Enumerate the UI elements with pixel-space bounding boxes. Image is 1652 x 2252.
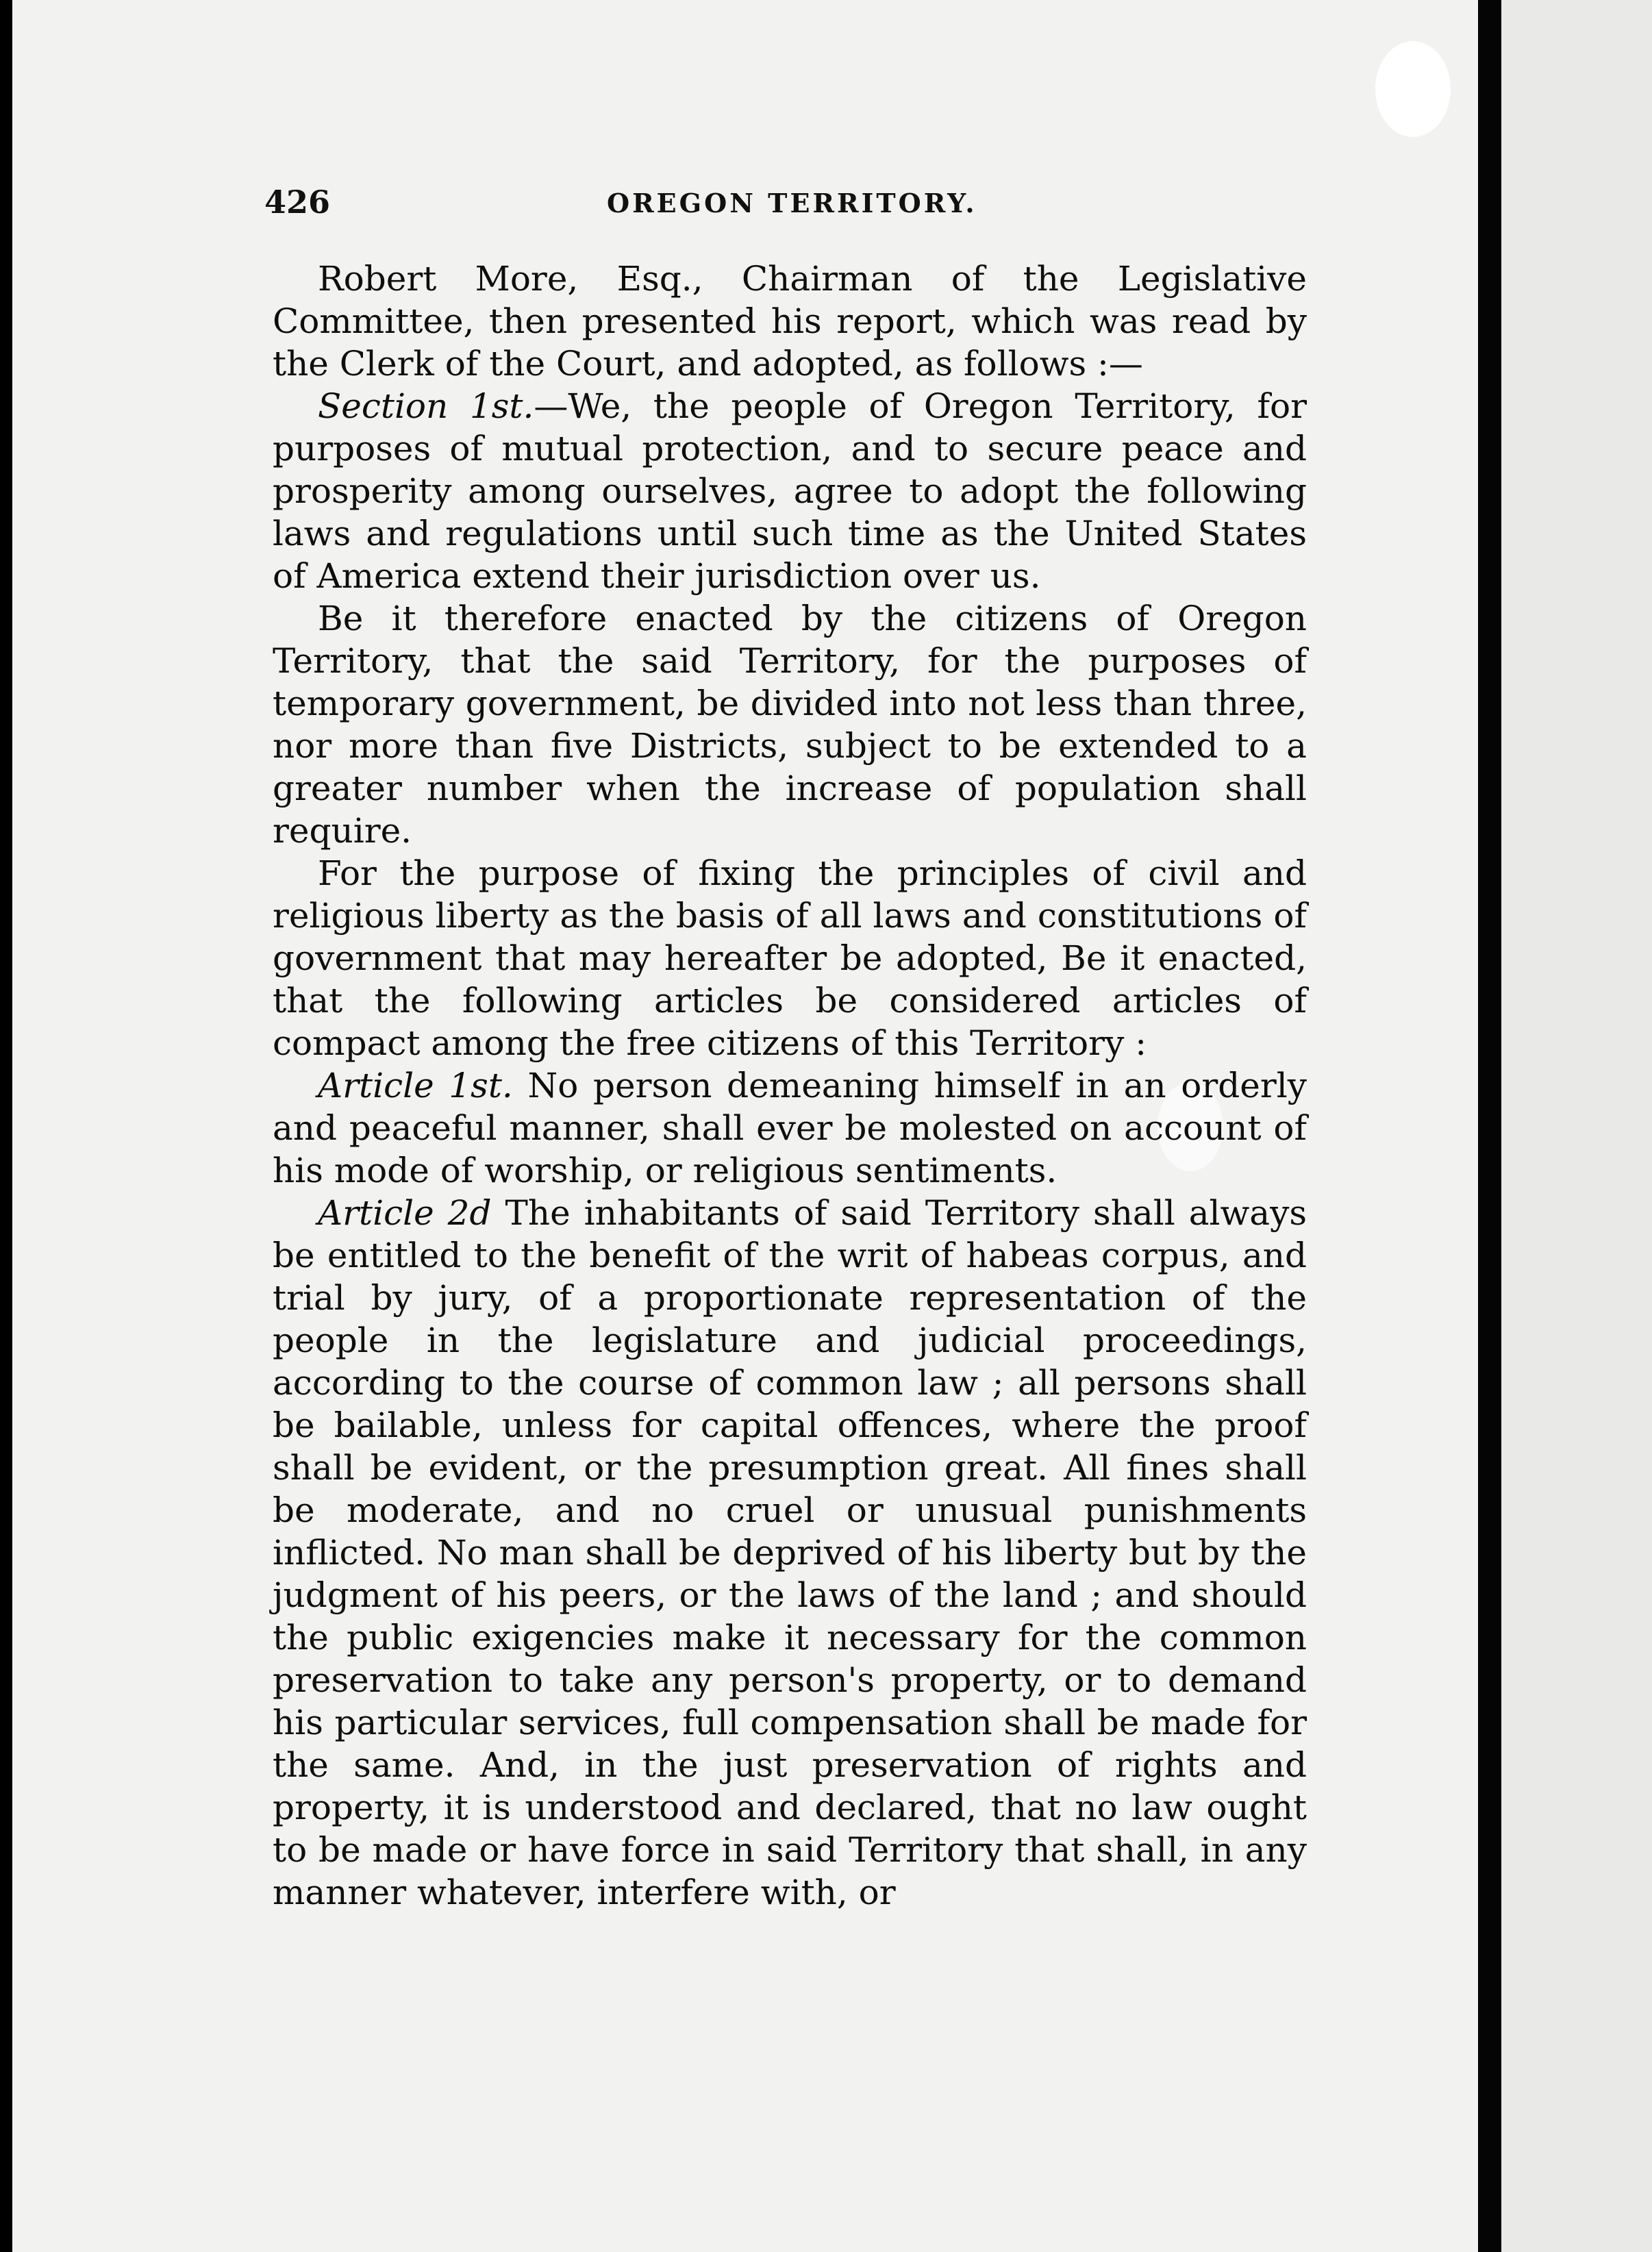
paragraph-lead: Section 1st. [318,386,534,426]
paragraph [273,852,1307,1064]
paper-damage-spot [1375,41,1451,137]
page-number: 426 [264,184,331,221]
paragraph [273,385,1307,597]
paragraph-text: Robert More, Esq., Chairman of the Legislative Committee, then presented his report, which was read by the Clerk of the Court, and adopted, as follows :— [273,259,1307,384]
paragraph [273,1192,1307,1914]
paragraph-text: The inhabitants of said Territory shall always be entitled to the benefit of the writ of habeas corpus, and trial by jury, of a proportionate representation of the people in the legislature and judicial proceedings, according to the course of common law ; all persons shall be bailable, unless for capital offences, where the proof shall be evident, or the presumption great. All fines shall be moderate, and no cruel or unusual punishments inflicted. No man shall be deprived of his liberty but by the judgment of his peers, or the laws of the land ; and should the public exigencies make it necessary for the common preservation to take any person's property, or to demand his particular services, full compensation shall be made for the same. And, in the just preservation of rights and property, it is understood and declared, that no law ought to be made or have force in said Territory that shall, in any manner whatever, interfere with, or [273,1193,1307,1912]
running-title: OREGON TERRITORY. [607,188,977,218]
paragraph-text: No person demeaning himself in an orderly and peaceful manner, shall ever be molested on account of his mode of worship, or religious sentiments. [273,1066,1307,1190]
paragraph-lead: Article 2d [318,1193,492,1233]
running-header [264,184,1196,232]
paragraph [273,597,1307,852]
book-gutter [1478,0,1501,2252]
paragraph [273,1064,1307,1192]
body-text [273,258,1307,1914]
paragraph-text: For the purpose of fixing the principles of civil and religious liberty as the basis of all laws and constitutions of government that may hereafter be adopted, Be it enacted, that the following articles be considered articles of compact among the free citizens of this Territory : [273,853,1307,1063]
paragraph-lead: Article 1st. [318,1066,513,1105]
paragraph [273,258,1307,385]
book-page [12,0,1478,2252]
paragraph-text: —We, the people of Oregon Territory, for purposes of mutual protection, and to secure peace and prosperity among ourselves, agree to adopt the following laws and regulations until such time as the United States of America extend their jurisdiction over us. [273,386,1307,596]
paragraph-text: Be it therefore enacted by the citizens of Oregon Territory, that the said Territory, for the purposes of temporary government, be divided into not less than three, nor more than five Districts, subject to be extended to a greater number when the increase of population shall require. [273,599,1307,851]
adjacent-page-edge [1501,0,1652,2252]
